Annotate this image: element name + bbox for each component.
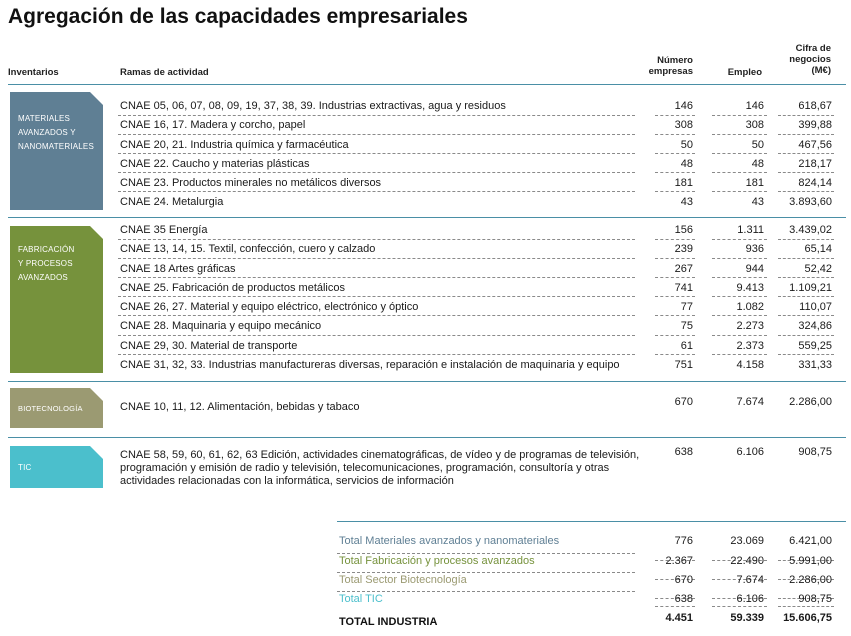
row-separator [712, 277, 767, 278]
cell-cifra: 324,86 [798, 320, 832, 332]
total-cifra: 6.421,00 [789, 535, 832, 547]
cell-cifra: 559,25 [798, 340, 832, 352]
total-label-fabricacion: Total Fabricación y procesos avanzados [339, 555, 535, 567]
table-row-label: CNAE 05, 06, 07, 08, 09, 19, 37, 38, 39. Industrias extractivas, agua y residuos [120, 100, 506, 112]
cell-cifra: 65,14 [804, 243, 832, 255]
row-separator [778, 258, 834, 259]
group-divider [8, 217, 846, 218]
group-divider [8, 437, 846, 438]
row-separator [712, 606, 767, 607]
category-label-fabricacion: FABRICACIÓN Y PROCESOS AVANZADOS [18, 245, 75, 282]
header-numero-empresas: Número empresas [648, 55, 693, 77]
cell-cifra: 331,33 [798, 359, 832, 371]
cell-cifra: 3.893,60 [789, 196, 832, 208]
cell-empresas: 61 [680, 340, 693, 352]
cell-empresas: 239 [674, 243, 693, 255]
cell-cifra: 908,75 [798, 446, 832, 458]
total-empresas: 670 [674, 574, 693, 586]
cell-cifra: 52,42 [804, 263, 832, 275]
total-label-materiales: Total Materiales avanzados y nanomateriales [339, 535, 560, 547]
total-cifra: 2.286,00 [789, 574, 832, 586]
cell-empleo: 146 [745, 100, 764, 112]
row-separator [712, 239, 767, 240]
cell-empresas: 670 [674, 396, 693, 408]
row-separator [778, 606, 834, 607]
page-title: Agregación de las capacidades empresariales [8, 5, 468, 28]
row-separator [118, 191, 635, 192]
row-separator [712, 153, 767, 154]
cell-empresas: 267 [674, 263, 693, 275]
cell-empresas: 751 [674, 359, 693, 371]
row-separator [655, 239, 695, 240]
header-inventarios: Inventarios [8, 67, 59, 78]
row-separator [118, 172, 635, 173]
row-separator [118, 153, 635, 154]
cell-empresas: 156 [674, 224, 693, 236]
cell-empleo: 43 [751, 196, 764, 208]
table-row-label: CNAE 22. Caucho y materias plásticas [120, 158, 310, 170]
total-empresas: 776 [674, 535, 693, 547]
table-row-label: CNAE 16, 17. Madera y corcho, papel [120, 119, 306, 131]
table-row-label: CNAE 18 Artes gráficas [120, 263, 236, 275]
cell-empleo: 944 [745, 263, 764, 275]
total-empleo: 22.490 [730, 555, 764, 567]
cell-cifra: 399,88 [798, 119, 832, 131]
total-empleo: 23.069 [730, 535, 764, 547]
row-separator [778, 277, 834, 278]
table-row-label: CNAE 29, 30. Material de transporte [120, 340, 298, 352]
row-separator [778, 153, 834, 154]
cell-empresas: 43 [680, 196, 693, 208]
cell-empresas: 146 [674, 100, 693, 112]
row-separator [712, 134, 767, 135]
table-row-label: CNAE 35 Energía [120, 224, 208, 236]
table-row-label: CNAE 25. Fabricación de productos metálicos [120, 282, 345, 294]
row-separator [778, 354, 834, 355]
row-separator [118, 258, 635, 259]
row-separator [712, 115, 767, 116]
row-separator [778, 134, 834, 135]
total-cifra: 908,75 [798, 593, 832, 605]
cell-empleo: 4.158 [736, 359, 764, 371]
row-separator [778, 172, 834, 173]
cell-cifra: 218,17 [798, 158, 832, 170]
row-separator [655, 153, 695, 154]
row-separator [778, 335, 834, 336]
header-empleo: Empleo [727, 67, 762, 78]
cell-empresas: 48 [680, 158, 693, 170]
row-separator [655, 354, 695, 355]
cell-cifra: 110,07 [799, 301, 832, 313]
cell-empresas: 308 [674, 119, 693, 131]
cell-empleo: 1.311 [737, 224, 764, 236]
total-cifra: 15.606,75 [783, 612, 832, 624]
cell-cifra: 2.286,00 [789, 396, 832, 408]
row-separator [655, 315, 695, 316]
cell-empleo: 308 [745, 119, 764, 131]
category-label-materiales: MATERIALES AVANZADOS Y NANOMATERIALES [18, 114, 94, 151]
cell-empleo: 48 [751, 158, 764, 170]
table-row-label: CNAE 23. Productos minerales no metálicos diversos [120, 177, 382, 189]
row-separator [118, 315, 635, 316]
total-empleo: 7.674 [736, 574, 764, 586]
row-separator [118, 134, 635, 135]
cell-cifra: 824,14 [798, 177, 832, 189]
row-separator [655, 296, 695, 297]
cell-empleo: 1.082 [736, 301, 764, 313]
row-separator [778, 296, 834, 297]
row-separator [655, 191, 695, 192]
row-separator [655, 606, 695, 607]
total-empleo: 59.339 [730, 612, 764, 624]
total-label-industria: TOTAL INDUSTRIA [339, 616, 438, 628]
table-row-label: CNAE 13, 14, 15. Textil, confección, cuero y calzado [120, 243, 376, 255]
row-separator [712, 315, 767, 316]
table-row-label: CNAE 24. Metalurgia [120, 196, 224, 208]
row-separator [337, 591, 635, 592]
cell-empresas: 741 [674, 282, 693, 294]
total-cifra: 5.991,00 [789, 555, 832, 567]
table-row-label: CNAE 58, 59, 60, 61, 62, 63 Edición, actividades cinematográficas, de vídeo y de programas de televisión, programación y emisión de radio y televisión, telecomunicaciones, programación, consultoría y otras actividades relacionadas con la informática, servicios de información [120, 449, 640, 487]
row-separator [118, 239, 635, 240]
total-empresas: 638 [674, 593, 693, 605]
row-separator [778, 115, 834, 116]
row-separator [118, 335, 635, 336]
cell-empleo: 50 [751, 139, 764, 151]
row-separator [712, 354, 767, 355]
row-separator [712, 258, 767, 259]
cell-empleo: 7.674 [736, 396, 764, 408]
row-separator [778, 191, 834, 192]
table-row-label: CNAE 28. Maquinaria y equipo mecánico [120, 320, 322, 332]
header-ramas: Ramas de actividad [120, 67, 209, 78]
row-separator [655, 277, 695, 278]
row-separator [118, 277, 635, 278]
cell-empresas: 50 [680, 139, 693, 151]
row-separator [655, 335, 695, 336]
cell-cifra: 467,56 [798, 139, 832, 151]
totals-divider [337, 521, 846, 522]
cell-empresas: 77 [680, 301, 693, 313]
cell-empleo: 936 [745, 243, 764, 255]
cell-empresas: 181 [674, 177, 693, 189]
row-separator [118, 115, 635, 116]
cell-cifra: 1.109,21 [789, 282, 832, 294]
header-cifra-negocios: Cifra de negocios (M€) [789, 43, 831, 76]
group-divider [8, 381, 846, 382]
row-separator [337, 553, 635, 554]
cell-cifra: 618,67 [798, 100, 832, 112]
row-separator [118, 354, 635, 355]
cell-empleo: 6.106 [736, 446, 764, 458]
row-separator [778, 315, 834, 316]
table-row-label: CNAE 10, 11, 12. Alimentación, bebidas y tabaco [120, 401, 360, 413]
row-separator [655, 172, 695, 173]
row-separator [337, 572, 635, 573]
row-separator [712, 191, 767, 192]
header-divider [8, 84, 846, 85]
total-label-biotecnologia: Total Sector Biotecnología [339, 574, 467, 586]
row-separator [655, 134, 695, 135]
cell-cifra: 3.439,02 [789, 224, 832, 236]
cell-empleo: 2.273 [736, 320, 764, 332]
total-empleo: 6.106 [736, 593, 764, 605]
total-empresas: 4.451 [665, 612, 693, 624]
row-separator [655, 258, 695, 259]
row-separator [712, 172, 767, 173]
table-row-label: CNAE 20, 21. Industria química y farmacéutica [120, 139, 349, 151]
row-separator [655, 115, 695, 116]
cell-empresas: 75 [680, 320, 693, 332]
row-separator [712, 335, 767, 336]
cell-empresas: 638 [674, 446, 693, 458]
row-separator [118, 296, 635, 297]
table-row-label: CNAE 26, 27. Material y equipo eléctrico, electrónico y óptico [120, 301, 419, 313]
row-separator [712, 296, 767, 297]
total-label-tic: Total TIC [339, 593, 383, 605]
total-empresas: 2.367 [665, 555, 693, 567]
cell-empleo: 9.413 [736, 282, 764, 294]
cell-empleo: 181 [745, 177, 764, 189]
cell-empleo: 2.373 [736, 340, 764, 352]
category-label-tic: TIC [18, 463, 32, 472]
category-label-biotecnologia: BIOTECNOLOGÍA [18, 404, 83, 413]
table-row-label: CNAE 31, 32, 33. Industrias manufactureras diversas, reparación e instalación de maquinaria y equipo [120, 359, 620, 371]
row-separator [778, 239, 834, 240]
